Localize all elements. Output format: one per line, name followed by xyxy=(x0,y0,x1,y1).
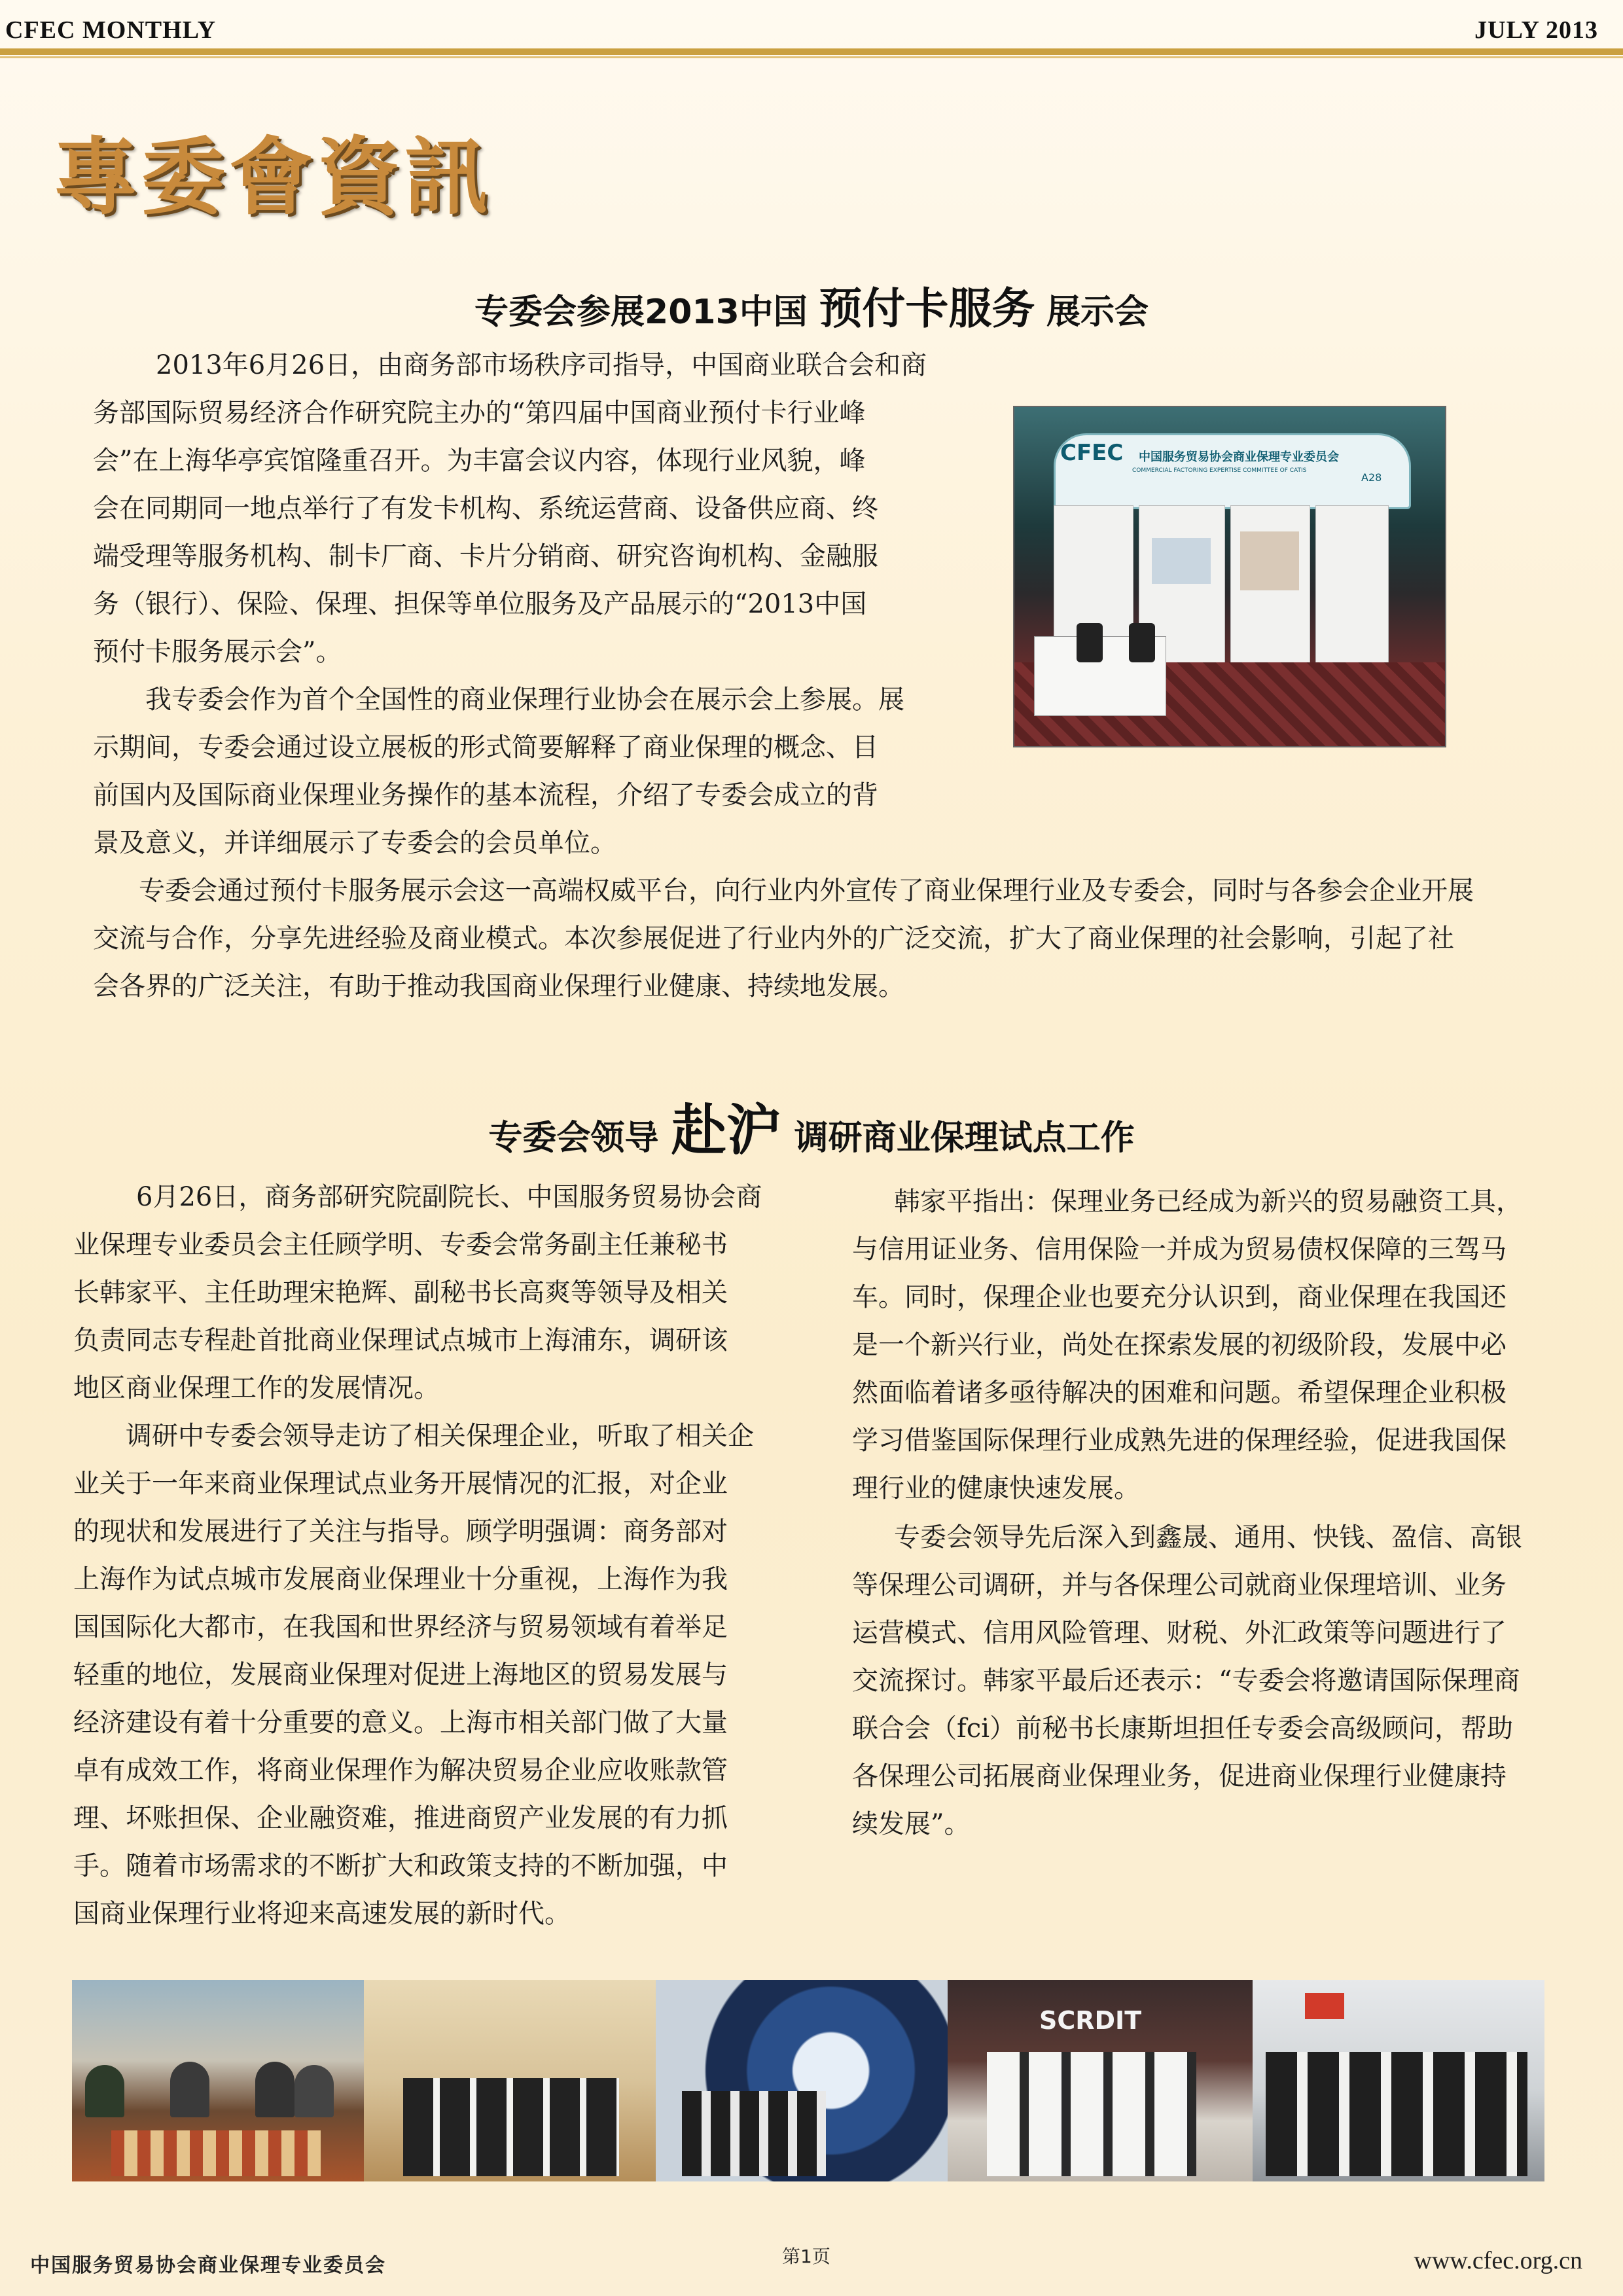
text-line: 韩家平指出：保理业务已经成为新兴的贸易融资工具， xyxy=(894,1187,1522,1217)
text-line: 长韩家平、主任助理宋艳辉、副秘书长高爽等领导及相关 xyxy=(73,1278,728,1308)
text-line: 2013年6月26日，由商务部市场秩序司指导，中国商业联合会和商 xyxy=(156,350,927,380)
footer-organization: 中国服务贸易协会商业保理专业委员会 xyxy=(30,2254,386,2277)
issue-date: JULY 2013 xyxy=(1474,16,1598,44)
text-line: 运营模式、信用风险管理、财税、外汇政策等问题进行了 xyxy=(852,1618,1507,1648)
office-photo xyxy=(1253,1980,1544,2181)
engine-photo xyxy=(656,1980,948,2181)
booth-chair xyxy=(1129,623,1155,662)
text-line: 等保理公司调研，并与各保理公司就商业保理培训、业务 xyxy=(852,1570,1507,1600)
text-line: 国国际化大都市，在我国和世界经济与贸易领域有着举足 xyxy=(73,1612,728,1642)
text-line: 与信用证业务、信用保险一并成为贸易债权保障的三驾马 xyxy=(852,1234,1507,1265)
article2-title xyxy=(0,1086,1623,1166)
website-link[interactable]: www.cfec.org.cn xyxy=(1414,2247,1582,2274)
text-line: 专委会通过预付卡服务展示会这一高端权威平台，向行业内外宣传了商业保理行业及专委会，同时与各参会企业开展 xyxy=(139,876,1474,906)
logo-wall xyxy=(1305,1993,1344,2019)
article2-left-para1 xyxy=(73,1174,783,1412)
article2-title-part3: 调研商业保理试点工作 xyxy=(794,1119,1135,1158)
text-line: 续发展”。 xyxy=(852,1809,971,1839)
booth-poster xyxy=(1152,538,1211,584)
text-line: 负责同志专程赴首批商业保理试点城市上海浦东，调研该 xyxy=(73,1325,728,1355)
booth-panel xyxy=(1315,505,1389,664)
article2-right-para1 xyxy=(852,1178,1552,1513)
page-number: 第1页 xyxy=(782,2246,830,2267)
text-line: 地区商业保理工作的发展情况。 xyxy=(73,1373,440,1403)
person-figure xyxy=(294,2065,334,2117)
text-line: 手。随着市场需求的不断扩大和政策支持的不断加强，中 xyxy=(73,1851,728,1881)
booth-banner-text: 中国服务贸易协会商业保理专业委员会 xyxy=(1139,450,1339,464)
group-figures xyxy=(403,2078,619,2176)
publication-name: CFEC MONTHLY xyxy=(5,16,217,44)
text-line: 理、坏账担保、企业融资难，推进商贸产业发展的有力抓 xyxy=(73,1803,728,1833)
booth-logo: CFEC xyxy=(1060,440,1124,466)
person-figure xyxy=(255,2062,294,2117)
text-line: 前国内及国际商业保理业务操作的基本流程，介绍了专委会成立的背 xyxy=(93,780,878,810)
text-line: 景及意义，并详细展示了专委会的会员单位。 xyxy=(93,828,616,858)
text-line: 会在同期同一地点举行了有发卡机构、系统运营商、设备供应商、终 xyxy=(93,493,878,524)
text-line: 然面临着诸多亟待解决的困难和问题。希望保理企业积极 xyxy=(852,1378,1507,1408)
booth-banner-en: COMMERCIAL FACTORING EXPERTISE COMMITTEE OF CATIS xyxy=(1132,467,1307,474)
text-line: 的现状和发展进行了关注与指导。顾学明强调：商务部对 xyxy=(73,1516,728,1547)
text-line: 卓有成效工作，将商业保理作为解决贸易企业应收账款管 xyxy=(73,1755,728,1785)
text-line: 是一个新兴行业，尚处在探索发展的初级阶段，发展中必 xyxy=(852,1330,1507,1360)
text-line: 示期间，专委会通过设立展板的形式简要解释了商业保理的概念、目 xyxy=(93,732,878,762)
meeting-photo xyxy=(72,1980,364,2181)
text-line: 务（银行）、保险、保理、担保等单位服务及产品展示的“2013中国 xyxy=(93,589,867,619)
text-line: 业关于一年来商业保理试点业务开展情况的汇报，对企业 xyxy=(73,1469,728,1499)
text-line: 会各界的广泛关注，有助于推动我国商业保理行业健康、持续地发展。 xyxy=(93,971,904,1001)
text-line: 6月26日，商务部研究院副院长、中国服务贸易协会商 xyxy=(136,1182,762,1212)
article1-para3 xyxy=(93,867,1533,1011)
article1-title-part2: 预付卡服务 xyxy=(819,283,1035,334)
section-title: 專委會資訊 xyxy=(54,128,493,226)
company-sign: SCRDIT xyxy=(1039,2006,1142,2035)
text-line: 学习借鉴国际保理行业成熟先进的保理经验，促进我国保 xyxy=(852,1426,1507,1456)
article1-title-part1: 专委会参展2013中国 xyxy=(474,293,808,332)
header-rule-thin xyxy=(0,56,1623,58)
group-figures xyxy=(987,2052,1196,2176)
booth-poster xyxy=(1240,531,1299,590)
text-line: 交流与合作，分享先进经验及商业模式。本次参展促进了行业内外的广泛交流，扩大了商业保理的社会影响，引起了社 xyxy=(93,924,1454,954)
article1-para2 xyxy=(93,676,934,867)
text-line: 会”在上海华亭宾馆隆重召开。为丰富会议内容，体现行业风貌，峰 xyxy=(93,446,866,476)
photo-strip xyxy=(72,1980,1544,2181)
text-line: 预付卡服务展示会”。 xyxy=(93,637,342,667)
text-line: 国商业保理行业将迎来高速发展的新时代。 xyxy=(73,1899,571,1929)
text-line: 各保理公司拓展商业保理业务，促进商业保理行业健康持 xyxy=(852,1761,1507,1791)
person-figure xyxy=(170,2062,209,2117)
text-line: 理行业的健康快速发展。 xyxy=(852,1473,1140,1503)
text-line: 专委会领导先后深入到鑫晟、通用、快钱、盈信、高银 xyxy=(894,1522,1522,1552)
header-rule xyxy=(0,48,1623,55)
booth-chair xyxy=(1077,623,1103,662)
company-photo xyxy=(948,1980,1253,2181)
text-line: 上海作为试点城市发展商业保理业十分重视，上海作为我 xyxy=(73,1564,728,1594)
rug xyxy=(111,2130,321,2176)
text-line: 调研中专委会领导走访了相关保理企业，听取了相关企 xyxy=(126,1421,754,1451)
group-figures xyxy=(1266,2052,1527,2176)
text-line: 轻重的地位，发展商业保理对促进上海地区的贸易发展与 xyxy=(73,1660,728,1690)
text-line: 经济建设有着十分重要的意义。上海市相关部门做了大量 xyxy=(73,1708,728,1738)
text-line: 端受理等服务机构、制卡厂商、卡片分销商、研究咨询机构、金融服 xyxy=(93,541,878,571)
page-header xyxy=(0,0,1623,52)
text-line: 我专委会作为首个全国性的商业保理行业协会在展示会上参展。展 xyxy=(145,685,904,715)
article2-right-para2 xyxy=(852,1514,1552,1848)
exhibition-booth-photo xyxy=(1013,406,1446,747)
article1-title xyxy=(0,274,1623,336)
article2-title-part2: 赴沪 xyxy=(671,1098,781,1162)
text-line: 务部国际贸易经济合作研究院主办的“第四届中国商业预付卡行业峰 xyxy=(93,398,866,428)
article1-para1 xyxy=(93,342,934,676)
group-photo xyxy=(364,1980,656,2181)
text-line: 联合会（fci）前秘书长康斯坦担任专委会高级顾问，帮助 xyxy=(852,1713,1513,1744)
article2-left-para2 xyxy=(73,1412,783,1938)
group-figures xyxy=(682,2091,826,2176)
text-line: 交流探讨。韩家平最后还表示：“专委会将邀请国际保理商 xyxy=(852,1666,1520,1696)
booth-number: A28 xyxy=(1361,471,1382,484)
text-line: 车。同时，保理企业也要充分认识到，商业保理在我国还 xyxy=(852,1282,1507,1312)
text-line: 业保理专业委员会主任顾学明、专委会常务副主任兼秘书 xyxy=(73,1230,728,1260)
person-figure xyxy=(85,2065,124,2117)
article2-title-part1: 专委会领导 xyxy=(488,1119,659,1158)
article1-title-part3: 展示会 xyxy=(1046,293,1149,332)
